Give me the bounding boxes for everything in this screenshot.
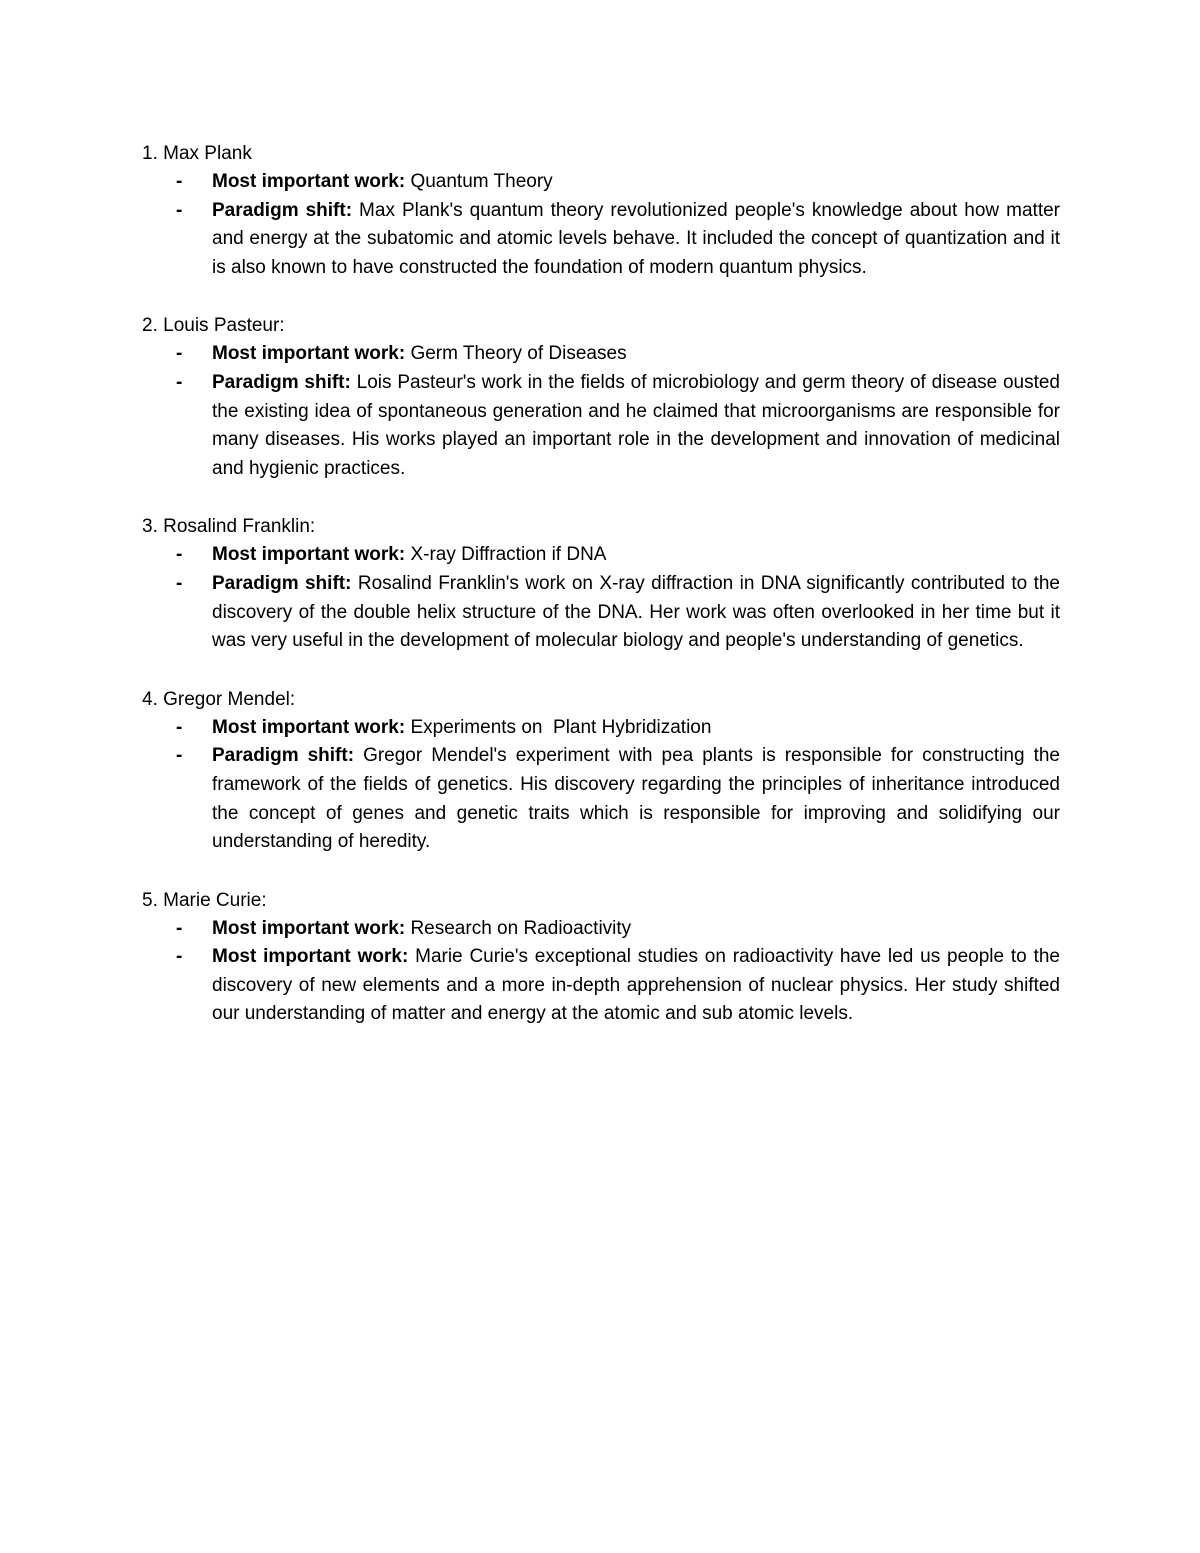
item-label: Most important work: xyxy=(212,544,406,566)
item-text: X-ray Diffraction if DNA xyxy=(405,544,607,566)
item-text: Gregor Mendel's experiment with pea plants is responsible for constructing the framework of the fields of genetics. His discovery regarding the principles of inheritance introduced the concept of genes and genetic traits which is responsible for improving and solidifying our understanding of heredity. xyxy=(212,745,1060,853)
bullet-dash: - xyxy=(176,544,183,566)
entry-title: 4. Gregor Mendel: xyxy=(142,688,296,710)
item-text: Marie Curie's exceptional studies on radioactivity have led us people to the discovery of new elements and a more in-depth apprehension of nuclear physics. Her study shifted our understanding of matter and energy at the atomic and sub atomic levels. xyxy=(212,946,1060,1025)
scientist-entry xyxy=(142,311,1060,483)
item-label: Paradigm shift: xyxy=(212,745,355,767)
entry-items xyxy=(142,714,1060,857)
list-item xyxy=(142,369,1060,483)
bullet-dash: - xyxy=(176,745,183,767)
scientist-entry xyxy=(142,886,1060,1029)
item-label: Paradigm shift: xyxy=(212,199,353,221)
bullet-dash: - xyxy=(176,171,183,192)
item-label: Most important work: xyxy=(212,171,406,192)
list-item xyxy=(142,943,1060,1029)
bullet-dash: - xyxy=(176,199,183,221)
item-text: Quantum Theory xyxy=(405,171,553,192)
list-item xyxy=(142,340,1060,369)
entry-items xyxy=(142,168,1060,282)
scientist-entry xyxy=(142,685,1060,857)
bullet-dash: - xyxy=(176,946,183,968)
bullet-dash: - xyxy=(176,343,183,365)
list-item xyxy=(142,714,1060,743)
document-content xyxy=(142,139,1060,1058)
item-text: Max Plank's quantum theory revolutionized people's knowledge about how matter and energy at the subatomic and atomic levels behave. It included the concept of quantization and it is also known to have constructed the foundation of modern quantum physics. xyxy=(212,199,1060,278)
item-label: Paradigm shift: xyxy=(212,371,351,393)
item-label: Most important work: xyxy=(212,917,406,939)
item-label: Paradigm shift: xyxy=(212,572,352,594)
scientist-entry xyxy=(142,139,1060,282)
list-item xyxy=(142,541,1060,570)
entry-title: 1. Max Plank xyxy=(142,143,252,164)
item-label: Most important work: xyxy=(212,343,406,365)
bullet-dash: - xyxy=(176,917,183,939)
item-text: Rosalind Franklin's work on X-ray diffraction in DNA significantly contributed to the discovery of the double helix structure of the DNA. Her work was often overlooked in her time but it was very useful in the development of molecular biology and people's understanding of genetics. xyxy=(212,572,1060,652)
entry-title: 3. Rosalind Franklin: xyxy=(142,516,316,538)
list-item xyxy=(142,570,1060,656)
list-item xyxy=(142,742,1060,856)
item-text: Experiments on Plant Hybridization xyxy=(405,716,712,738)
item-text: Lois Pasteur's work in the fields of microbiology and germ theory of disease ousted the existing idea of spontaneous generation and he claimed that microorganisms are responsible for many diseases. His works played an important role in the development and innovation of medicinal and hygienic practices. xyxy=(212,371,1060,479)
list-item xyxy=(142,915,1060,944)
bullet-dash: - xyxy=(176,371,183,393)
entry-items xyxy=(142,915,1060,1029)
item-label: Most important work: xyxy=(212,946,409,968)
bullet-dash: - xyxy=(176,716,183,738)
bullet-dash: - xyxy=(176,572,183,594)
list-item xyxy=(142,197,1060,283)
scientist-entry xyxy=(142,512,1060,655)
item-text: Germ Theory of Diseases xyxy=(405,343,627,365)
entry-items xyxy=(142,541,1060,655)
entry-title: 2. Louis Pasteur: xyxy=(142,315,285,337)
item-label: Most important work: xyxy=(212,716,406,738)
item-text: Research on Radioactivity xyxy=(405,917,632,939)
entry-items xyxy=(142,340,1060,483)
list-item xyxy=(142,168,1060,197)
entry-title: 5. Marie Curie: xyxy=(142,889,267,911)
